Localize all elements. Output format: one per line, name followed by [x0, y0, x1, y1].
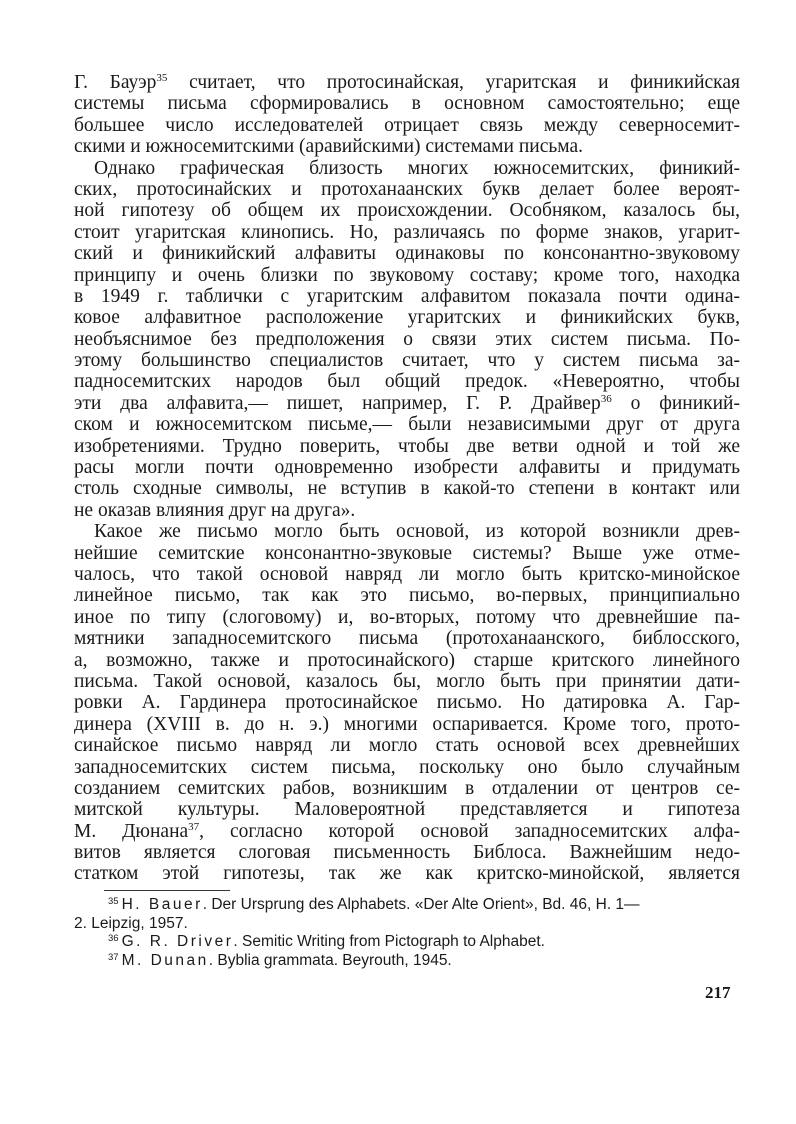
footnote-number: 36	[108, 933, 119, 944]
text-line: изобретениями. Трудно поверить, чтобы две ветви одной и той же	[74, 435, 740, 457]
text-line: Однако графическая близость многих южносемитских, финикий-	[94, 157, 740, 179]
text-line: а, возможно, также и протосинайского) старше критского линейного	[74, 649, 740, 671]
text-line: эти два алфавита,— пишет, например, Г. Р. Драйвер$^{36}$ о финикий-	[74, 392, 740, 414]
text-line: большее число исследователей отрицает связь между северносемит-	[74, 114, 740, 136]
footnote-author: G. R. Driver	[121, 933, 234, 950]
paragraph	[74, 72, 740, 158]
paragraph	[74, 158, 740, 522]
footnote-ref: 36	[600, 392, 612, 405]
footnote: $^{37}$ M. Dunan. Byblia grammata. Beyrouth, 1945.	[108, 951, 452, 969]
footnote-author: M. Dunan	[121, 951, 209, 969]
text-line: этому большинство специалистов считает, что у систем письма за-	[74, 350, 740, 372]
text-line: скими и южносемитскими (аравийскими) системами письма.	[74, 136, 583, 158]
text-line: витов является слоговая письменность Библоса. Важнейшим недо-	[74, 842, 740, 864]
text-line: необъяснимое без предположения о связи этих систем письма. По-	[74, 328, 740, 350]
footnote: $^{36}$ G. R. Driver. Semitic Writing from Pictograph to Alphabet.	[108, 933, 545, 950]
text-line: ский и финикийский алфавиты одинаковы по консонантно-звуковому	[74, 243, 740, 265]
text-line: падносемитских народов был общий предок. «Невероятно, чтобы	[74, 371, 740, 393]
text-line: ровки А. Гардинера протосинайское письмо. Но датировка А. Гар-	[74, 692, 740, 714]
text-line: динера (XVIII в. до н. э.) многими оспаривается. Кроме того, прото-	[74, 713, 740, 735]
text-line: ском и южносемитском письме,— были независимыми друг от друга	[74, 414, 740, 436]
text-line: системы письма сформировались в основном самостоятельно; еще	[74, 93, 740, 115]
text-line: принципу и очень близки по звуковому составу; кроме того, находка	[74, 264, 740, 286]
text-line: линейное письмо, так как это письмо, во-первых, принципиально	[74, 585, 740, 607]
footnote-number: 37	[108, 951, 119, 963]
text-line: стоит угаритская клинопись. Но, различаясь по форме знаков, угарит-	[74, 221, 740, 243]
text-line: в 1949 г. таблички с угаритским алфавитом показала почти одина-	[74, 285, 740, 307]
footnote: $^{35}$ H. Bauer. Der Ursprung des Alphabets. «Der Alte Orient», Bd. 46, H. 1—	[108, 896, 640, 913]
footnotes	[74, 896, 754, 970]
footnote-ref: 35	[156, 72, 168, 84]
text-line: западносемитских систем письма, поскольку оно было случайным	[74, 756, 740, 778]
text-line: не оказав влияния друг на друга».	[74, 499, 356, 521]
text-line: ских, протосинайских и протоханаанских букв делает более вероят-	[74, 178, 740, 200]
text-line: письма. Такой основой, казалось бы, могло быть при принятии дати-	[74, 670, 740, 692]
text-line: Какое же письмо могло быть основой, из которой возникли древ-	[94, 521, 740, 543]
text-line: расы могли почти одновременно изобрести алфавиты и придумать	[74, 457, 740, 479]
footnote-author: H. Bauer	[121, 896, 203, 913]
text-line: столь сходные символы, не вступив в какой-то степени в контакт или	[74, 478, 740, 500]
text-line: митской культуры. Маловероятной представляется и гипотеза	[74, 799, 740, 821]
text-line: мятники западносемитского письма (протоханаанского, библосского,	[74, 628, 740, 650]
text-line: чалось, что такой основой навряд ли могло быть критско-минойское	[74, 563, 740, 585]
text-line: Г. Бауэр$^{35}$ считает, что протосинайская, угаритская и финикийская	[74, 72, 740, 93]
footnote-divider	[104, 890, 230, 891]
footnote-number: 35	[108, 896, 119, 907]
text-line: статком этой гипотезы, так же как критско-минойской, является	[74, 863, 740, 885]
footnote-continuation: 2. Leipzig, 1957.	[74, 914, 188, 932]
main-text	[74, 72, 740, 885]
page-number: 217	[705, 983, 731, 1002]
paragraph	[74, 521, 740, 885]
text-line: иное по типу (слоговому) и, во-вторых, потому что древнейшие па-	[74, 606, 740, 628]
footnote-ref: 37	[188, 820, 200, 833]
text-line: М. Дюнана$^{37}$, согласно которой основой западносемитских алфа-	[74, 820, 740, 842]
text-line: нейшие семитские консонантно-звуковые системы? Выше уже отме-	[74, 542, 740, 564]
text-line: синайское письмо навряд ли могло стать основой всех древнейших	[74, 735, 740, 757]
text-line: созданием семитских рабов, возникшим в отдалении от центров се-	[74, 777, 740, 799]
text-line: ной гипотезу об общем их происхождении. Особняком, казалось бы,	[74, 200, 740, 222]
text-line: ковое алфавитное расположение угаритских и финикийских букв,	[74, 307, 740, 329]
